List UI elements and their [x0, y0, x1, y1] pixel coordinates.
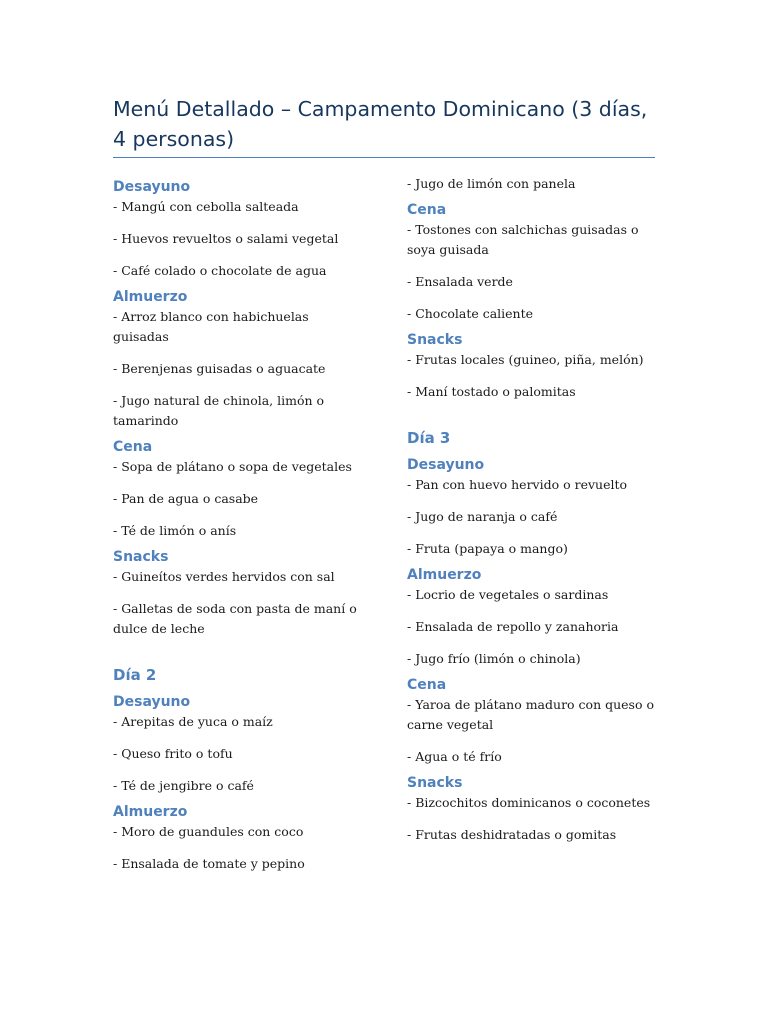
left-column [113, 173, 365, 874]
meal-section-snacks [113, 549, 365, 639]
meal-heading: Snacks [407, 332, 463, 348]
meal-heading: Almuerzo [113, 804, 188, 820]
meal-heading: Almuerzo [113, 289, 188, 305]
meal-heading: Snacks [407, 775, 463, 791]
menu-item: - Maní tostado o palomitas [407, 384, 576, 399]
meal-section-desayuno [407, 457, 659, 559]
meal-section-continued [407, 174, 659, 194]
menu-item: - Galletas de soda con pasta de maní o dulce de leche [113, 601, 357, 636]
document-title: Menú Detallado – Campamento Dominicano (3 días, 4 personas) [113, 97, 648, 151]
day-heading: Día 3 [407, 429, 451, 447]
menu-item: - Tostones con salchichas guisadas o soya guisada [407, 222, 639, 257]
meal-heading: Desayuno [113, 694, 191, 710]
meal-heading: Cena [407, 677, 447, 693]
menu-item: - Frutas deshidratadas o gomitas [407, 827, 617, 842]
menu-item: - Guineítos verdes hervidos con sal [113, 569, 335, 584]
meal-heading: Snacks [113, 549, 169, 565]
menu-item: - Frutas locales (guineo, piña, melón) [407, 352, 644, 367]
menu-item: - Jugo natural de chinola, limón o tamarindo [113, 393, 325, 428]
menu-item: - Sopa de plátano o sopa de vegetales [113, 459, 352, 474]
menu-item: - Ensalada de tomate y pepino [113, 856, 305, 871]
meal-section-snacks [407, 332, 659, 402]
day-section-continued [113, 179, 365, 639]
meal-section-cena [407, 677, 659, 767]
meal-section-snacks [407, 775, 659, 845]
meal-heading: Cena [407, 202, 447, 218]
menu-item: - Moro de guandules con coco [113, 824, 304, 839]
menu-item: - Locrio de vegetales o sardinas [407, 587, 609, 602]
menu-item: - Té de limón o anís [113, 523, 237, 538]
meal-heading: Cena [113, 439, 153, 455]
menu-item: - Pan con huevo hervido o revuelto [407, 477, 628, 492]
menu-item: - Té de jengibre o café [113, 778, 254, 793]
menu-item: - Fruta (papaya o mango) [407, 541, 568, 556]
menu-item: - Jugo de limón con panela [407, 176, 576, 191]
day-section-dia-3 [407, 427, 659, 845]
menu-item: - Bizcochitos dominicanos o coconetes [407, 795, 651, 810]
menu-item: - Mangú con cebolla salteada [113, 199, 299, 214]
menu-item: - Arepitas de yuca o maíz [113, 714, 273, 729]
menu-item: - Ensalada de repollo y zanahoria [407, 619, 619, 634]
meal-section-desayuno [113, 179, 365, 281]
meal-section-cena [113, 439, 365, 541]
menu-item: - Huevos revueltos o salami vegetal [113, 231, 339, 246]
menu-item: - Berenjenas guisadas o aguacate [113, 361, 326, 376]
meal-section-almuerzo [407, 567, 659, 669]
meal-section-almuerzo [113, 289, 365, 431]
day-heading: Día 2 [113, 666, 157, 684]
menu-item: - Arroz blanco con habichuelas guisadas [113, 309, 309, 344]
menu-item: - Jugo de naranja o café [407, 509, 558, 524]
meal-section-almuerzo [113, 804, 365, 874]
meal-section-desayuno [113, 694, 365, 796]
menu-item: - Agua o té frío [407, 749, 502, 764]
menu-item: - Pan de agua o casabe [113, 491, 259, 506]
menu-item: - Jugo frío (limón o chinola) [407, 651, 581, 666]
meal-heading: Almuerzo [407, 567, 482, 583]
right-column [407, 173, 659, 845]
day-section-continued [407, 174, 659, 402]
title-underline [113, 157, 655, 158]
menu-item: - Yaroa de plátano maduro con queso o carne vegetal [407, 697, 654, 732]
day-section-dia-2 [113, 664, 365, 874]
menu-item: - Queso frito o tofu [113, 746, 233, 761]
menu-item: - Chocolate caliente [407, 306, 534, 321]
menu-item: - Ensalada verde [407, 274, 513, 289]
menu-item: - Café colado o chocolate de agua [113, 263, 327, 278]
meal-heading: Desayuno [113, 179, 191, 195]
meal-section-cena [407, 202, 659, 324]
meal-heading: Desayuno [407, 457, 485, 473]
